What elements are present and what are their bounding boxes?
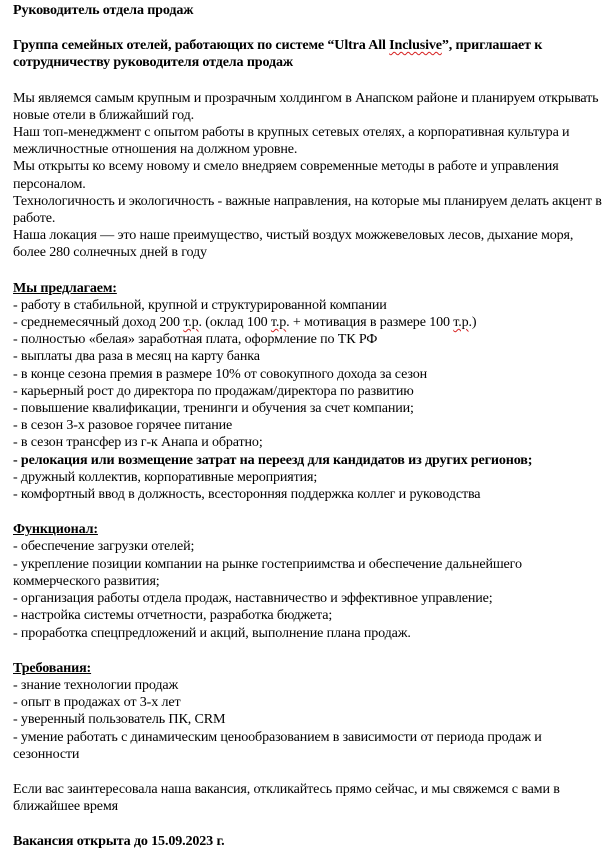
offer-item: - работу в стабильной, крупной и структурированной компании (13, 296, 387, 313)
requirement-item: - умение работать с динамическим ценообразованием в зависимости от периода продаж и сезонности (13, 728, 542, 762)
intro-paragraph: Технологичность и экологичность - важные направления, на которые мы планируем делать акцент в работе. (13, 192, 602, 227)
spellcheck-word: Inclusive (389, 37, 442, 54)
subtitle-start: Группа семейных отелей, работающих по системе “Ultra All (13, 37, 390, 54)
function-item: - обеспечение загрузки отелей; (13, 538, 195, 555)
offer-item-text: - среднемесячный доход 200 (13, 314, 184, 331)
intro-paragraph: Мы открыты ко всему новому и смело внедряем современные методы в работе и управления персоналом. (13, 158, 559, 192)
offer-item: - выплаты два раза в месяц на карту банка (13, 348, 260, 365)
offer-item: - карьерный рост до директора по продажам/директора по развитию (13, 382, 414, 399)
offer-item: - в конце сезона премия в размере 10% от совокупного дохода за сезон (13, 365, 427, 382)
function-item: - настройка системы отчетности, разработка бюджета; (13, 607, 333, 624)
offer-item-text: . (оклад 100 (198, 314, 271, 331)
document-title: Руководитель отдела продаж (13, 2, 194, 18)
subtitle (13, 37, 605, 71)
intro-paragraph: Наша локация — это наше преимущество, чистый воздух можжевеловых лесов, дыхание моря, более 280 солнечных дней в году (13, 227, 574, 261)
spellcheck-word: т.р (270, 314, 287, 331)
offer-item: - полностью «белая» заработная плата, оформление по ТК РФ (13, 331, 378, 348)
offer-item: - дружный коллектив, корпоративные мероприятия; (13, 468, 318, 485)
function-item: - укрепление позиции компании на рынке гостеприимства и обеспечение дальнейшего коммерческого развития; (13, 555, 522, 589)
intro-paragraph: Мы являемся самым крупным и прозрачным холдингом в Анапском районе и планируем открывать новые отели в ближайший год. (13, 89, 599, 123)
offer-item-text: .) (468, 314, 477, 331)
offer-item-relocation: - релокация или возмещение затрат на переезд для кандидатов из других регионов; (13, 451, 533, 468)
offer-item (13, 314, 605, 331)
spellcheck-word: т.р (183, 314, 199, 331)
document-body (13, 2, 605, 851)
vacancy-deadline: Вакансия открыта до 15.09.2023 г. (13, 833, 225, 850)
call-to-action: Если вас заинтересовала наша вакансия, откликайтесь прямо сейчас, и мы свяжемся с вами в ближайшее время (13, 780, 560, 815)
requirement-item: - знание технологии продаж (13, 676, 179, 693)
requirement-item: - уверенный пользователь ПК, CRM (13, 711, 226, 728)
spellcheck-word: т.р (453, 314, 469, 331)
offer-heading: Мы предлагаем: (13, 279, 117, 296)
offer-item: - повышение квалификации, тренинги и обучения за счет компании; (13, 400, 414, 417)
offer-item: - в сезон трансфер из г-к Анапа и обратно; (13, 434, 263, 451)
requirements-heading: Требования: (13, 659, 92, 676)
offer-item: - комфортный ввод в должность, всесторонняя поддержка коллег и руководства (13, 486, 481, 503)
function-item: - организация работы отдела продаж, наставничество и эффективное управление; (13, 590, 493, 607)
functions-heading: Функционал: (13, 521, 98, 538)
offer-item-text: . + мотивация в размере 100 (286, 314, 454, 331)
offer-item: - в сезон 3-х разовое горячее питание (13, 417, 233, 434)
requirement-item: - опыт в продажах от 3-х лет (13, 694, 181, 711)
intro-paragraph: Наш топ-менеджмент с опытом работы в крупных сетевых отелях, а корпоративная культура и межличностные отношения на должном уровне. (13, 124, 570, 158)
function-item: - проработка спецпредложений и акций, выполнение плана продаж. (13, 624, 411, 641)
subtitle-end: ”, приглашает к сотрудничеству руководителя отдела продаж (13, 37, 543, 71)
